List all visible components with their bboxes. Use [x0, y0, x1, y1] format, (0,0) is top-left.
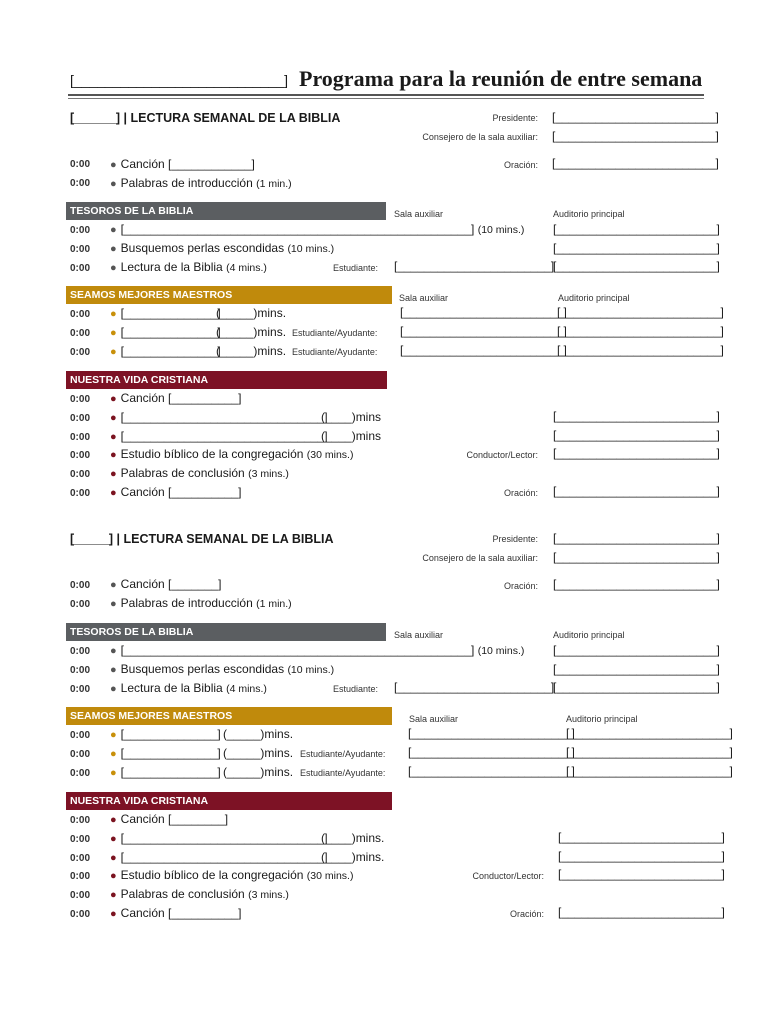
- week1-maestros-2-item: ● [______________]: [110, 325, 221, 339]
- week2-consejero-field: [________________________]: [553, 550, 720, 564]
- week1-maestros-1-time: 0:00: [70, 309, 91, 320]
- week2-maestros-2-field-aux: [________________________]: [408, 745, 575, 759]
- week2-estudiante-label: Estudiante:: [333, 684, 379, 694]
- bullet-icon: ●: [110, 579, 117, 591]
- week2-vida-part1-field: [________________________]: [558, 830, 725, 844]
- bullet-icon: ●: [110, 852, 117, 864]
- week2-maestros-3-time: 0:00: [70, 768, 91, 779]
- bullet-icon: ●: [110, 431, 117, 443]
- week2-intro-time: 0:00: [70, 599, 91, 610]
- week1-oracion-final-field: [________________________]: [553, 484, 720, 498]
- week2-tesoros-1-field: [________________________]: [553, 643, 720, 657]
- week1-tesoros-2-field: [________________________]: [553, 241, 720, 255]
- week2-maestros-2-mins: (_____)mins.: [223, 746, 294, 760]
- bullet-icon: ●: [110, 814, 117, 826]
- week1-vida-part2-item: ● [______________________________]: [110, 429, 328, 443]
- week1-cancion-time: 0:00: [70, 159, 91, 170]
- week2-maestros-2-label: Estudiante/Ayudante:: [300, 749, 386, 759]
- bullet-icon: ●: [110, 262, 117, 274]
- bullet-icon: ●: [110, 870, 117, 882]
- week2-cancion-time: 0:00: [70, 580, 91, 591]
- week1-intro-item: ● Palabras de introducción (1 min.): [110, 176, 292, 190]
- week2-estudio-item: ● Estudio bíblico de la congregación (30 mins.): [110, 868, 354, 882]
- week1-maestros-2-mins: (_____)mins.: [216, 325, 287, 339]
- week2-oracion-final-label: Oración:: [509, 909, 544, 919]
- week1-estudiante-field: [_______________________]: [394, 259, 555, 273]
- bullet-icon: ●: [110, 889, 117, 901]
- bullet-icon: ●: [110, 645, 117, 657]
- week2-oracion-final-field: [________________________]: [558, 905, 725, 919]
- bullet-icon: ●: [110, 767, 117, 779]
- week2-tesoros-3-time: 0:00: [70, 684, 91, 695]
- week1-maestros-sala-aux: Sala auxiliar: [399, 293, 449, 303]
- week2-vida-cancion-time: 0:00: [70, 815, 91, 826]
- week1-maestros-1-field: [________________________]: [557, 305, 724, 319]
- bullet-icon: ●: [110, 178, 117, 190]
- week2-tesoros-3-field: [________________________]: [553, 680, 720, 694]
- week1-vida-band: NUESTRA VIDA CRISTIANA: [66, 371, 387, 389]
- week2-estudiante-field: [_______________________]: [394, 680, 555, 694]
- bullet-icon: ●: [110, 664, 117, 676]
- week2-maestros-1-field-aux: [________________________]: [408, 726, 575, 740]
- bullet-icon: ●: [110, 598, 117, 610]
- week1-conductor-label: Conductor/Lector:: [466, 450, 538, 460]
- week2-maestros-3-mins: (_____)mins.: [223, 765, 294, 779]
- week1-conclusion-time: 0:00: [70, 469, 91, 480]
- week2-consejero-label: Consejero de la sala auxiliar:: [422, 553, 538, 563]
- bullet-icon: ●: [110, 308, 117, 320]
- week2-cancion-final-time: 0:00: [70, 909, 91, 920]
- week1-tesoros-1-time: 0:00: [70, 225, 91, 236]
- document-title: Programa para la reunión de entre semana: [299, 66, 703, 91]
- week1-vida-part2-field: [________________________]: [553, 428, 720, 442]
- bullet-icon: ●: [110, 468, 117, 480]
- week2-intro-item: ● Palabras de introducción (1 min.): [110, 596, 292, 610]
- week2-vida-part1-item: ● [______________________________]: [110, 831, 328, 845]
- week2-tesoros-sala-aux: Sala auxiliar: [394, 630, 444, 640]
- week1-tesoros-auditorio: Auditorio principal: [553, 209, 625, 219]
- week1-maestros-2-time: 0:00: [70, 328, 91, 339]
- week1-maestros-2-field: [________________________]: [557, 324, 724, 338]
- week1-estudio-item: ● Estudio bíblico de la congregación (30 mins.): [110, 447, 354, 461]
- week2-vida-part1-mins: (____)mins.: [321, 831, 385, 845]
- week2-maestros-3-field-aux: [________________________]: [408, 764, 575, 778]
- week2-maestros-1-field: [________________________]: [566, 726, 733, 740]
- header-rule-bottom: [68, 98, 704, 99]
- week1-maestros-3-item: ● [______________]: [110, 344, 221, 358]
- week2-maestros-3-label: Estudiante/Ayudante:: [300, 768, 386, 778]
- bullet-icon: ●: [110, 833, 117, 845]
- week2-tesoros-band: TESOROS DE LA BIBLIA: [66, 623, 386, 641]
- week2-tesoros-3-item: ● Lectura de la Biblia (4 mins.): [110, 681, 267, 695]
- week2-maestros-sala-aux: Sala auxiliar: [409, 714, 459, 724]
- week1-maestros-3-mins: (_____)mins.: [216, 344, 287, 358]
- week2-tesoros-2-item: ● Busquemos perlas escondidas (10 mins.): [110, 662, 335, 676]
- week1-tesoros-1-item: ● [____________________________________________________] (10 mins.): [110, 222, 525, 236]
- week2-presidente-field: [________________________]: [553, 531, 720, 545]
- week2-maestros-2-field: [________________________]: [566, 745, 733, 759]
- week1-tesoros-3-field: [________________________]: [553, 259, 720, 273]
- week2-maestros-1-mins: (_____)mins.: [223, 727, 294, 741]
- bullet-icon: ●: [110, 449, 117, 461]
- week1-vida-part2-mins: (____)mins: [321, 429, 382, 443]
- week1-conclusion-item: ● Palabras de conclusión (3 mins.): [110, 466, 289, 480]
- week1-consejero-label: Consejero de la sala auxiliar:: [422, 132, 538, 142]
- week1-maestros-3-time: 0:00: [70, 347, 91, 358]
- week1-cancion-final-time: 0:00: [70, 488, 91, 499]
- week1-cancion-final-item: ● Canción [__________]: [110, 485, 242, 499]
- week1-maestros-1-field-aux: [________________________]: [400, 305, 567, 319]
- week1-tesoros-3-item: ● Lectura de la Biblia (4 mins.): [110, 260, 267, 274]
- bullet-icon: ●: [110, 243, 117, 255]
- week2-tesoros-1-item: ● [____________________________________________________] (10 mins.): [110, 643, 525, 657]
- week2-vida-part2-item: ● [______________________________]: [110, 850, 328, 864]
- week1-vida-part1-time: 0:00: [70, 413, 91, 424]
- week2-conclusion-item: ● Palabras de conclusión (3 mins.): [110, 887, 289, 901]
- bullet-icon: ●: [110, 412, 117, 424]
- week1-conductor-field: [________________________]: [553, 446, 720, 460]
- week1-estudiante-label: Estudiante:: [333, 263, 379, 273]
- week2-maestros-auditorio: Auditorio principal: [566, 714, 638, 724]
- week2-tesoros-auditorio: Auditorio principal: [553, 630, 625, 640]
- week1-tesoros-band: TESOROS DE LA BIBLIA: [66, 202, 386, 220]
- bullet-icon: ●: [110, 729, 117, 741]
- week1-estudio-time: 0:00: [70, 450, 91, 461]
- week2-vida-part1-time: 0:00: [70, 834, 91, 845]
- week1-maestros-3-field-aux: [________________________]: [400, 343, 567, 357]
- week1-maestros-2-label: Estudiante/Ayudante:: [292, 328, 378, 338]
- week2-cancion-item: ● Canción [_______]: [110, 577, 222, 591]
- week1-vida-cancion-item: ● Canción [__________]: [110, 391, 242, 405]
- week1-tesoros-1-field: [________________________]: [553, 222, 720, 236]
- header-rule-top: [68, 94, 704, 96]
- week1-maestros-1-item: ● [______________]: [110, 306, 221, 320]
- bullet-icon: ●: [110, 346, 117, 358]
- week2-estudio-time: 0:00: [70, 871, 91, 882]
- week2-vida-band: NUESTRA VIDA CRISTIANA: [66, 792, 392, 810]
- bullet-icon: ●: [110, 159, 117, 171]
- bullet-icon: ●: [110, 908, 117, 920]
- week2-vida-part2-field: [________________________]: [558, 849, 725, 863]
- week2-maestros-2-time: 0:00: [70, 749, 91, 760]
- week2-conductor-field: [________________________]: [558, 867, 725, 881]
- week2-vida-cancion-item: ● Canción [________]: [110, 812, 229, 826]
- week2-maestros-band: SEAMOS MEJORES MAESTROS: [66, 707, 392, 725]
- bullet-icon: ●: [110, 393, 117, 405]
- week2-maestros-1-time: 0:00: [70, 730, 91, 741]
- week1-vida-part1-field: [________________________]: [553, 409, 720, 423]
- bullet-icon: ●: [110, 487, 117, 499]
- week2-oracion-field: [________________________]: [553, 577, 720, 591]
- week1-consejero-field: [________________________]: [552, 129, 719, 143]
- week1-presidente-label: Presidente:: [492, 113, 538, 123]
- week1-tesoros-2-item: ● Busquemos perlas escondidas (10 mins.): [110, 241, 335, 255]
- week1-vida-part1-item: ● [______________________________]: [110, 410, 328, 424]
- week1-oracion-field: [________________________]: [552, 156, 719, 170]
- week1-maestros-band: SEAMOS MEJORES MAESTROS: [66, 286, 392, 304]
- week1-tesoros-sala-aux: Sala auxiliar: [394, 209, 444, 219]
- week1-vida-part2-time: 0:00: [70, 432, 91, 443]
- week2-vida-part2-time: 0:00: [70, 853, 91, 864]
- week2-maestros-3-item: ● [______________]: [110, 765, 221, 779]
- week1-label: [______] | LECTURA SEMANAL DE LA BIBLIA: [70, 111, 341, 125]
- week1-maestros-2-field-aux: [________________________]: [400, 324, 567, 338]
- bullet-icon: ●: [110, 224, 117, 236]
- week1-presidente-field: [________________________]: [552, 110, 719, 124]
- week2-maestros-3-field: [________________________]: [566, 764, 733, 778]
- week2-label: [_____] | LECTURA SEMANAL DE LA BIBLIA: [70, 532, 334, 546]
- week1-vida-cancion-time: 0:00: [70, 394, 91, 405]
- bullet-icon: ●: [110, 683, 117, 695]
- week2-presidente-label: Presidente:: [492, 534, 538, 544]
- week2-tesoros-2-time: 0:00: [70, 665, 91, 676]
- week2-maestros-2-item: ● [______________]: [110, 746, 221, 760]
- week1-maestros-3-field: [________________________]: [557, 343, 724, 357]
- bullet-icon: ●: [110, 748, 117, 760]
- bullet-icon: ●: [110, 327, 117, 339]
- week1-maestros-3-label: Estudiante/Ayudante:: [292, 347, 378, 357]
- week2-conclusion-time: 0:00: [70, 890, 91, 901]
- week1-oracion-final-label: Oración:: [503, 488, 538, 498]
- week1-tesoros-2-time: 0:00: [70, 244, 91, 255]
- congregation-name-blank: [___________________________]: [70, 72, 289, 88]
- week2-cancion-final-item: ● Canción [__________]: [110, 906, 242, 920]
- week2-tesoros-1-time: 0:00: [70, 646, 91, 657]
- week1-cancion-item: ● Canción [____________]: [110, 157, 255, 171]
- week2-vida-part2-mins: (____)mins.: [321, 850, 385, 864]
- week2-tesoros-2-field: [________________________]: [553, 662, 720, 676]
- week2-oracion-label: Oración:: [503, 581, 538, 591]
- week1-maestros-1-mins: (_____)mins.: [216, 306, 287, 320]
- week1-intro-time: 0:00: [70, 178, 91, 189]
- week1-tesoros-3-time: 0:00: [70, 263, 91, 274]
- week2-maestros-1-item: ● [______________]: [110, 727, 221, 741]
- week1-maestros-auditorio: Auditorio principal: [558, 293, 630, 303]
- week2-conductor-label: Conductor/Lector:: [472, 871, 544, 881]
- week1-oracion-label: Oración:: [503, 160, 538, 170]
- week1-vida-part1-mins: (____)mins: [321, 410, 382, 424]
